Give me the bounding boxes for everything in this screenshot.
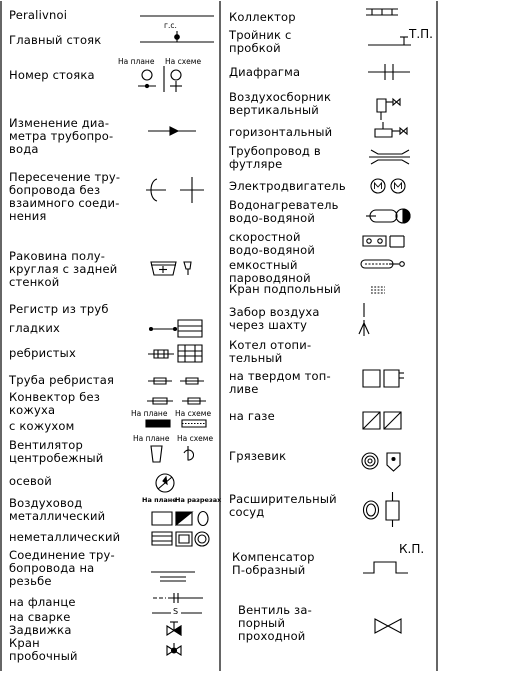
label-convector-no-casing: Конвектор без кожуха [9, 390, 101, 417]
label-water-heater: Водонагреватель водо-водяной [229, 198, 339, 225]
air-collector-horizontal-symbol [375, 122, 407, 137]
label-register-finned: ребристых [9, 346, 76, 360]
floor-valve-symbol [371, 287, 385, 293]
label-electric-motor: Электродвигатель [229, 179, 346, 193]
flange-joint-symbol [153, 593, 203, 603]
convector-no-casing-symbol [147, 398, 206, 404]
pipe-in-sleeve-symbol [369, 150, 410, 164]
fan-scheme-label: На схеме [177, 434, 214, 443]
label-collector: Коллектор [229, 10, 296, 24]
label-weld-joint: на сварке [9, 610, 71, 624]
label-diameter-change: Изменение диа- метра трубопро- вода [9, 116, 114, 156]
label-compensator: Компенсатор П-образный [232, 550, 315, 577]
fan-centrifugal-symbol [151, 446, 194, 462]
label-fan-centrifugal: Вентилятор центробежный [9, 438, 104, 465]
label-sink: Раковина полу- круглая с задней стенкой [9, 249, 118, 289]
duct-plan-label: На плане [142, 496, 177, 504]
label-heater-fast: скоростной водо-водяной [229, 230, 316, 257]
expansion-tank-symbol [364, 492, 400, 527]
finned-pipe-symbol [148, 378, 204, 384]
fan-axial-symbol [156, 474, 174, 492]
convector-plan-label: На плане [131, 409, 168, 418]
duct-nonmetal-symbol [152, 532, 209, 546]
label-main-riser: Главный стояк [9, 33, 102, 47]
heater-fast-symbol [363, 236, 404, 247]
mud-separator-symbol [362, 453, 400, 471]
label-riser-number: Номер стояка [9, 68, 95, 82]
register-smooth-symbol [150, 320, 203, 337]
label-pipe-in-sleeve: Трубопровод в футляре [229, 144, 321, 171]
label-register-smooth: гладких [9, 321, 61, 335]
air-intake-symbol [359, 303, 369, 336]
main-riser-symbol [140, 31, 214, 42]
sink-symbol [151, 262, 191, 275]
label-heater-tank: емкостный пароводяной [229, 258, 311, 285]
label-tee-plug: Тройник с пробкой [229, 28, 292, 55]
plug-valve-symbol [167, 643, 181, 655]
boiler-gas-symbol [363, 412, 401, 429]
pipe-crossing-symbol [146, 177, 204, 203]
label-thread-joint: Соединение тру- бопровода на резьбе [9, 548, 115, 588]
label-plug-valve: Кран пробочный [9, 636, 78, 663]
label-pipe-crossing: Пересечение тру- бопровода без взаимного соеди- нения [9, 170, 121, 223]
label-expansion-tank: Расширительный сосуд [229, 492, 337, 519]
label-finned-pipe: Труба ребристая [9, 373, 115, 387]
label-convector-casing: с кожухом [9, 419, 75, 433]
label-floor-valve: Кран подпольный [229, 282, 341, 296]
riser-scheme-label: На схеме [165, 57, 202, 66]
label-peralivnoi: Peralivnoi [9, 8, 68, 22]
air-collector-vertical-symbol [377, 99, 400, 120]
label-boiler: Котел отопи- тельный [229, 338, 312, 365]
label-duct-nonmetal: неметаллический [9, 530, 121, 544]
label-duct-metal: Воздуховод металлический [9, 496, 106, 523]
electric-motor-symbol [371, 179, 405, 193]
duct-section-label: На разрезах [175, 496, 222, 504]
label-boiler-solid: на твердом топ- ливе [229, 369, 331, 396]
riser-plan-label: На плане [118, 57, 155, 66]
heater-tank-symbol [361, 260, 404, 268]
label-diaphragm: Диафрагма [229, 65, 301, 79]
water-heater-symbol [366, 209, 410, 223]
boiler-solid-symbol [363, 370, 404, 387]
convector-scheme-label: На схеме [175, 409, 212, 418]
diaphragm-symbol [368, 64, 410, 80]
convector-casing-symbol [146, 420, 206, 427]
tp-label: Т.П. [409, 27, 433, 41]
label-air-intake: Забор воздуха через шахту [229, 305, 320, 332]
label-gate-valve: Задвижка [9, 623, 72, 637]
label-mud-separator: Грязевик [229, 449, 287, 463]
label-air-collector-horizontal: горизонтальный [229, 125, 333, 139]
thread-joint-symbol [151, 572, 195, 581]
label-air-collector-vertical: Воздухосборник вертикальный [229, 90, 332, 117]
kp-label: К.П. [399, 542, 425, 556]
fan-plan-label: На плане [133, 434, 170, 443]
gs-label: г.с. [164, 21, 177, 30]
label-pipe-register: Регистр из труб [9, 302, 109, 316]
diameter-change-symbol [148, 127, 196, 135]
label-flange-joint: на фланце [9, 595, 76, 609]
register-finned-symbol [148, 345, 202, 362]
label-boiler-gas: на газе [229, 409, 275, 423]
tee-plug-symbol [368, 37, 411, 45]
label-fan-axial: осевой [9, 474, 52, 488]
compensator-symbol [363, 562, 408, 573]
label-stop-valve: Вентиль за- порный проходной [238, 603, 312, 643]
duct-metal-symbol [152, 512, 208, 526]
stop-valve-symbol [375, 619, 401, 633]
collector-symbol [366, 9, 398, 15]
riser-number-symbol [138, 66, 182, 92]
weld-s-label: S [173, 607, 179, 616]
gate-valve-symbol [167, 622, 181, 635]
